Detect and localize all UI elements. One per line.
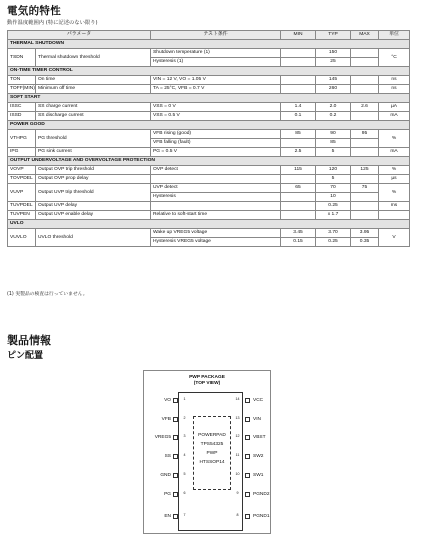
min-cell: 1.4 (281, 103, 316, 112)
pin-label-gnd: GND (160, 472, 171, 478)
pin-label-sw1: SW1 (253, 472, 264, 478)
typ-cell: 0.25 (316, 202, 351, 211)
unit-cell: ns (379, 76, 410, 85)
typ-cell: 3.70 (316, 229, 351, 238)
package-title: PWP PACKAGE (189, 375, 225, 380)
section-soft-start: SOFT START (8, 94, 410, 103)
unit-cell: % (379, 166, 410, 175)
part-number-label: TPS54325 (200, 442, 224, 447)
product-info-heading: 製品情報 (7, 334, 51, 347)
table-row (8, 103, 410, 112)
pin-label-vbst: VBST (253, 434, 266, 440)
symbol-cell: VTHPG (8, 130, 36, 148)
pin-label-en: EN (164, 513, 171, 519)
section-row (8, 121, 410, 130)
symbol-cell: VUVP (8, 184, 36, 202)
symbol-cell: VOVP (8, 166, 36, 175)
col-header-min: MIN (281, 31, 316, 40)
max-cell: 2.6 (351, 103, 379, 112)
pin-left-6 (173, 492, 178, 497)
section-uvlo: UVLO (8, 220, 410, 229)
condition-cell: VFB rising (good) (151, 130, 281, 139)
table-row (8, 166, 410, 175)
min-cell: 115 (281, 166, 316, 175)
table-row (8, 85, 410, 94)
symbol-cell: TUVPEN (8, 211, 36, 220)
condition-cell: VSS = 0.5 V (151, 112, 281, 121)
typ-cell: 145 (316, 76, 351, 85)
pin-number-2: 2 (183, 416, 186, 420)
pin-label-ss: SS (164, 453, 171, 459)
parameter-cell: Output UVP delay (36, 202, 151, 211)
typ-cell: 2.0 (316, 103, 351, 112)
condition-cell: VIN = 12 V, VO = 1.05 V (151, 76, 281, 85)
symbol-cell: TSDN (8, 49, 36, 67)
table-row (8, 229, 410, 238)
typ-cell: 25 (316, 58, 351, 67)
pin-label-pg: PG (164, 491, 171, 497)
symbol-cell: TOFF(MIN) (8, 85, 36, 94)
typ-cell: 90 (316, 130, 351, 139)
pin-right-12 (245, 435, 250, 440)
unit-cell: ns (379, 85, 410, 94)
condition-cell: VFB falling (fault) (151, 139, 281, 148)
section-power-good: POWER GOOD (8, 121, 410, 130)
table-header-row (8, 31, 410, 40)
condition-cell: TA = 25°C, VFB = 0.7 V (151, 85, 281, 94)
pin-number-8: 8 (236, 513, 239, 517)
condition-cell: Shutdown temperature (1) (151, 49, 281, 58)
parameter-cell: Output OVP trip threshold (36, 166, 151, 175)
max-cell: 0.35 (351, 238, 379, 247)
page-subtitle: 動作温度範囲内 (特に記述のない限り) (7, 20, 98, 26)
condition-cell: PG = 0.5 V (151, 148, 281, 157)
parameter-cell: On time (36, 76, 151, 85)
symbol-cell: IPG (8, 148, 36, 157)
pin-label-vreg5: VREG5 (154, 434, 171, 440)
symbol-cell: ISSC (8, 103, 36, 112)
section-row (8, 157, 410, 166)
condition-cell: Relative to soft-start time (151, 211, 281, 220)
parameter-cell: SS discharge current (36, 112, 151, 121)
pin-label-vcc: VCC (253, 397, 264, 403)
typ-cell: 10 (316, 193, 351, 202)
pin-label-sw2: SW2 (253, 453, 264, 459)
parameter-cell: Output OVP prop delay (36, 175, 151, 184)
powerpad-label: POWERPAD (198, 433, 226, 438)
pin-number-1: 1 (183, 397, 186, 401)
typ-cell: 0.2 (316, 112, 351, 121)
min-cell: 0.15 (281, 238, 316, 247)
symbol-cell: TON (8, 76, 36, 85)
section-row (8, 67, 410, 76)
parameter-cell: Output UVP enable delay (36, 211, 151, 220)
pin-right-14 (245, 398, 250, 403)
section-row (8, 220, 410, 229)
footnote: (1) 実製品の検査は行っていません。 (7, 292, 88, 297)
pin-number-5: 5 (183, 472, 186, 476)
condition-cell: UVP detect (151, 184, 281, 193)
pin-number-11: 11 (235, 453, 240, 457)
unit-cell: µA (379, 103, 410, 112)
pin-number-9: 9 (236, 491, 239, 495)
condition-cell: Hysteresis (151, 193, 281, 202)
min-cell: 65 (281, 184, 316, 193)
col-header-unit: 単位 (379, 31, 410, 40)
pin-right-11 (245, 454, 250, 459)
min-cell: 2.5 (281, 148, 316, 157)
pin-number-12: 12 (235, 434, 240, 438)
section-uv-ov-protection: OUTPUT UNDERVOLTAGE AND OVERVOLTAGE PROTECTION (8, 157, 410, 166)
pin-number-10: 10 (235, 472, 240, 476)
parameter-cell: Minimum off time (36, 85, 151, 94)
parameter-cell: SS charge current (36, 103, 151, 112)
pin-number-3: 3 (183, 434, 186, 438)
min-cell: 3.45 (281, 229, 316, 238)
min-cell: 85 (281, 130, 316, 139)
table-row (8, 184, 410, 193)
min-cell: 0.1 (281, 112, 316, 121)
package-code-label: PWP (206, 451, 218, 456)
section-thermal-shutdown: THERMAL SHUTDOWN (8, 40, 410, 49)
section-row (8, 94, 410, 103)
pin-left-4 (173, 454, 178, 459)
table-row (8, 175, 410, 184)
unit-cell: µs (379, 175, 410, 184)
condition-cell: Hysteresis (1) (151, 58, 281, 67)
pin-label-vin: VIN (253, 416, 261, 422)
pin-number-14: 14 (235, 397, 240, 401)
condition-cell: OVP detect (151, 166, 281, 175)
pin-number-4: 4 (183, 453, 186, 457)
parameter-cell: PG threshold (36, 130, 151, 148)
condition-cell: Wake up VREG5 voltage (151, 229, 281, 238)
pin-label-pgnd1: PGND1 (253, 513, 270, 519)
parameter-cell: PG sink current (36, 148, 151, 157)
col-header-max: MAX (351, 31, 379, 40)
section-row (8, 40, 410, 49)
pin-configuration-heading: ピン配置 (7, 351, 44, 361)
pin-left-1 (173, 398, 178, 403)
typ-cell: x 1.7 (316, 211, 351, 220)
pin-right-10 (245, 473, 250, 478)
typ-cell: 70 (316, 184, 351, 193)
typ-cell: 5 (316, 175, 351, 184)
table-row (8, 130, 410, 139)
condition-cell: VSS = 0 V (151, 103, 281, 112)
typ-cell: 120 (316, 166, 351, 175)
unit-cell: % (379, 130, 410, 148)
table-row (8, 112, 410, 121)
condition-cell: Hysteresis VREG5 voltage (151, 238, 281, 247)
pin-right-9 (245, 492, 250, 497)
pin-label-pgnd2: PGND2 (253, 491, 270, 497)
max-cell: 3.95 (351, 229, 379, 238)
pin-left-2 (173, 417, 178, 422)
typ-cell: 0.25 (316, 238, 351, 247)
col-header-parameter: パラメータ (8, 31, 151, 40)
typ-cell: 5 (316, 148, 351, 157)
col-header-test-condition: テスト条件 (151, 31, 281, 40)
unit-cell: % (379, 184, 410, 202)
parameter-cell: UVLO threshold (36, 229, 151, 247)
typ-cell: 150 (316, 49, 351, 58)
section-on-time-timer: ON-TIME TIMER CONTROL (8, 67, 410, 76)
electrical-characteristics-table (7, 30, 410, 247)
table-row (8, 49, 410, 58)
pin-number-6: 6 (183, 491, 186, 495)
symbol-cell: TUVPDEL (8, 202, 36, 211)
table-row (8, 202, 410, 211)
typ-cell: 85 (316, 139, 351, 148)
page-title: 電気的特性 (7, 5, 61, 17)
pin-left-5 (173, 473, 178, 478)
max-cell: 125 (351, 166, 379, 175)
table-row (8, 76, 410, 85)
pin-right-8 (245, 514, 250, 519)
unit-cell: mA (379, 112, 410, 121)
pin-label-vo: VO (164, 397, 171, 403)
symbol-cell: ISSD (8, 112, 36, 121)
unit-cell: °C (379, 49, 410, 67)
pin-left-7 (173, 514, 178, 519)
symbol-cell: TOVPDEL (8, 175, 36, 184)
unit-cell: V (379, 229, 410, 247)
col-header-typ: TYP (316, 31, 351, 40)
package-type-label: HTSSOP14 (199, 460, 225, 465)
unit-cell: ms (379, 202, 410, 211)
parameter-cell: Thermal shutdown threshold (36, 49, 151, 67)
pin-number-13: 13 (235, 416, 240, 420)
pin-number-7: 7 (183, 513, 186, 517)
parameter-cell: Output UVP trip threshold (36, 184, 151, 202)
symbol-cell: VUVLO (8, 229, 36, 247)
pin-right-13 (245, 417, 250, 422)
unit-cell: mA (379, 148, 410, 157)
pin-left-3 (173, 435, 178, 440)
max-cell: 75 (351, 184, 379, 193)
package-view-label: (TOP VIEW) (193, 381, 221, 386)
table-row (8, 148, 410, 157)
typ-cell: 260 (316, 85, 351, 94)
table-row (8, 211, 410, 220)
pin-label-vfb: VFB (161, 416, 171, 422)
max-cell: 95 (351, 130, 379, 139)
